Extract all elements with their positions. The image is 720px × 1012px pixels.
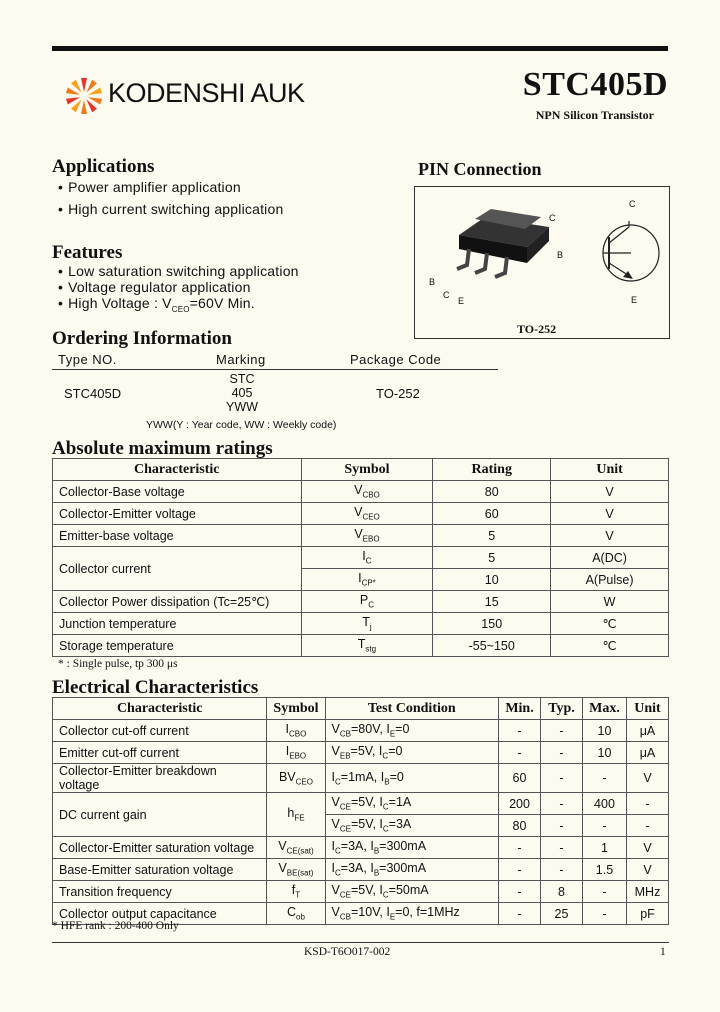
feature-item-high-voltage: • High Voltage : $V_{CEO}=60V$ Min. bbox=[58, 295, 255, 314]
cell-rating: 60 bbox=[433, 503, 551, 525]
cell-unit: A(Pulse) bbox=[551, 569, 669, 591]
cell-max: - bbox=[582, 764, 626, 793]
ordering-header-package: Package Code bbox=[350, 352, 442, 367]
cell-characteristic: Collector-Base voltage bbox=[53, 481, 302, 503]
cell-unit: - bbox=[626, 815, 668, 837]
ordering-marking: STC 405 YWW bbox=[226, 372, 258, 414]
ordering-divider bbox=[52, 369, 498, 370]
cell-test-condition: $V_{CE}=5V$, $I_C=1A$ bbox=[325, 793, 498, 815]
cell-max: 1.5 bbox=[582, 859, 626, 881]
table-row bbox=[53, 591, 669, 613]
cell-characteristic: Transition frequency bbox=[53, 881, 267, 903]
col-rating: Rating bbox=[433, 459, 551, 481]
cell-rating: -55~150 bbox=[433, 635, 551, 657]
table-row bbox=[53, 793, 669, 815]
col-typ: Typ. bbox=[541, 698, 583, 720]
cell-max: - bbox=[582, 903, 626, 925]
cell-unit: μA bbox=[626, 742, 668, 764]
ordering-type-no: STC405D bbox=[64, 386, 122, 401]
cell-unit: ℃ bbox=[551, 613, 669, 635]
cell-characteristic: Emitter-base voltage bbox=[53, 525, 302, 547]
cell-characteristic: Collector Power dissipation (Tc=25℃) bbox=[53, 591, 302, 613]
cell-characteristic: Collector-Emitter voltage bbox=[53, 503, 302, 525]
cell-min: 200 bbox=[499, 793, 541, 815]
pin-label-b-lead: B bbox=[429, 277, 436, 287]
cell-rating: 15 bbox=[433, 591, 551, 613]
kodenshi-logo-icon bbox=[64, 76, 104, 116]
cell-max: - bbox=[582, 881, 626, 903]
elec-note: * HFE rank : 200-400 Only bbox=[52, 920, 179, 932]
to252-package-icon bbox=[415, 187, 669, 338]
cell-test-condition: $I_C=1mA$, $I_B=0$ bbox=[325, 764, 498, 793]
table-row bbox=[53, 742, 669, 764]
cell-min: 60 bbox=[499, 764, 541, 793]
cell-test-condition: $V_{CB}=80V$, $I_E=0$ bbox=[325, 720, 498, 742]
ordering-note: YWW(Y : Year code, WW : Weekly code) bbox=[146, 419, 337, 431]
cell-typ: - bbox=[541, 859, 583, 881]
cell-typ: - bbox=[541, 764, 583, 793]
pin-connection-heading: PIN Connection bbox=[418, 159, 542, 179]
cell-typ: - bbox=[541, 837, 583, 859]
applications-heading: Applications bbox=[52, 156, 155, 177]
cell-symbol: $V_{CE(sat)}$ bbox=[267, 837, 325, 859]
cell-unit: V bbox=[551, 525, 669, 547]
cell-unit: V bbox=[626, 764, 668, 793]
cell-test-condition: $V_{CE}=5V$, $I_C=50mA$ bbox=[325, 881, 498, 903]
cell-symbol: $f_T$ bbox=[267, 881, 325, 903]
cell-typ: - bbox=[541, 815, 583, 837]
part-subtitle: NPN Silicon Transistor bbox=[535, 108, 654, 122]
cell-typ: - bbox=[541, 720, 583, 742]
elec-char-table bbox=[52, 697, 669, 925]
table-row bbox=[53, 525, 669, 547]
cell-rating: 10 bbox=[433, 569, 551, 591]
cell-symbol: $V_{BE(sat)}$ bbox=[267, 859, 325, 881]
cell-characteristic: Collector current bbox=[53, 547, 302, 591]
col-symbol: Symbol bbox=[301, 459, 433, 481]
cell-min: - bbox=[499, 837, 541, 859]
elec-header-row bbox=[53, 698, 669, 720]
col-unit: Unit bbox=[551, 459, 669, 481]
features-heading: Features bbox=[52, 242, 123, 263]
cell-typ: - bbox=[541, 742, 583, 764]
col-test-condition: Test Condition bbox=[325, 698, 498, 720]
cell-symbol: $V_{EBO}$ bbox=[301, 525, 433, 547]
footer-page-number: 1 bbox=[660, 946, 666, 958]
abs-max-note: * : Single pulse, tp 300 μs bbox=[58, 658, 178, 670]
col-max: Max. bbox=[582, 698, 626, 720]
table-row bbox=[53, 503, 669, 525]
cell-max: 1 bbox=[582, 837, 626, 859]
cell-unit: pF bbox=[626, 903, 668, 925]
pin-label-c-lead: C bbox=[443, 290, 450, 300]
cell-rating: 150 bbox=[433, 613, 551, 635]
table-row bbox=[53, 481, 669, 503]
cell-max: 10 bbox=[582, 742, 626, 764]
table-row bbox=[53, 859, 669, 881]
cell-max: 400 bbox=[582, 793, 626, 815]
cell-characteristic: DC current gain bbox=[53, 793, 267, 837]
footer-doc-number: KSD-T6O017-002 bbox=[304, 946, 391, 958]
cell-symbol: $I_{EBO}$ bbox=[267, 742, 325, 764]
footer-rule bbox=[52, 942, 669, 943]
table-row bbox=[53, 837, 669, 859]
cell-min: - bbox=[499, 742, 541, 764]
cell-unit: V bbox=[551, 503, 669, 525]
ordering-heading: Ordering Information bbox=[52, 328, 232, 349]
application-item: • Power amplifier application bbox=[58, 179, 241, 195]
feature-item: • Voltage regulator application bbox=[58, 279, 251, 295]
cell-symbol: $V_{CBO}$ bbox=[301, 481, 433, 503]
cell-characteristic: Base-Emitter saturation voltage bbox=[53, 859, 267, 881]
abs-max-header-row bbox=[53, 459, 669, 481]
cell-characteristic: Junction temperature bbox=[53, 613, 302, 635]
cell-characteristic: Emitter cut-off current bbox=[53, 742, 267, 764]
cell-test-condition: $V_{EB}=5V$, $I_C=0$ bbox=[325, 742, 498, 764]
cell-unit: V bbox=[551, 481, 669, 503]
cell-rating: 5 bbox=[433, 525, 551, 547]
cell-unit: ℃ bbox=[551, 635, 669, 657]
ordering-header-marking: Marking bbox=[216, 352, 266, 367]
cell-symbol: $I_{CP*}$ bbox=[301, 569, 433, 591]
pin-label-c-symbol: C bbox=[629, 199, 636, 209]
col-unit: Unit bbox=[626, 698, 668, 720]
cell-max: - bbox=[582, 815, 626, 837]
cell-characteristic: Collector output capacitance bbox=[53, 903, 267, 925]
cell-min: - bbox=[499, 881, 541, 903]
cell-characteristic: Storage temperature bbox=[53, 635, 302, 657]
cell-typ: - bbox=[541, 793, 583, 815]
package-label: TO-252 bbox=[517, 322, 557, 336]
table-row bbox=[53, 635, 669, 657]
cell-rating: 80 bbox=[433, 481, 551, 503]
cell-rating: 5 bbox=[433, 547, 551, 569]
cell-symbol: $BV_{CEO}$ bbox=[267, 764, 325, 793]
cell-min: - bbox=[499, 859, 541, 881]
cell-symbol: $T_j$ bbox=[301, 613, 433, 635]
ordering-package-code: TO-252 bbox=[376, 386, 420, 401]
col-characteristic: Characteristic bbox=[53, 459, 302, 481]
pin-label-e-lead: E bbox=[458, 296, 465, 306]
pin-connection-diagram bbox=[414, 186, 670, 339]
cell-typ: 25 bbox=[541, 903, 583, 925]
feature-item: • Low saturation switching application bbox=[58, 263, 299, 279]
cell-max: 10 bbox=[582, 720, 626, 742]
cell-characteristic: Collector cut-off current bbox=[53, 720, 267, 742]
table-row bbox=[53, 764, 669, 793]
cell-symbol: $P_C$ bbox=[301, 591, 433, 613]
cell-min: 80 bbox=[499, 815, 541, 837]
cell-unit: V bbox=[626, 837, 668, 859]
cell-unit: A(DC) bbox=[551, 547, 669, 569]
table-row bbox=[53, 720, 669, 742]
cell-characteristic: Collector-Emitter saturation voltage bbox=[53, 837, 267, 859]
cell-min: - bbox=[499, 903, 541, 925]
cell-unit: V bbox=[626, 859, 668, 881]
col-min: Min. bbox=[499, 698, 541, 720]
cell-test-condition: $V_{CB}=10V$, $I_E=0$, f=1MHz bbox=[325, 903, 498, 925]
pin-label-c: C bbox=[549, 213, 556, 223]
cell-typ: 8 bbox=[541, 881, 583, 903]
ordering-header-type: Type NO. bbox=[58, 352, 117, 367]
application-item: • High current switching application bbox=[58, 201, 283, 217]
elec-heading: Electrical Characteristics bbox=[52, 677, 259, 698]
cell-characteristic: Collector-Emitter breakdown voltage bbox=[53, 764, 267, 793]
table-row bbox=[53, 881, 669, 903]
cell-symbol: $V_{CEO}$ bbox=[301, 503, 433, 525]
cell-unit: W bbox=[551, 591, 669, 613]
cell-unit: μA bbox=[626, 720, 668, 742]
abs-max-table bbox=[52, 458, 669, 657]
cell-symbol: $I_{CBO}$ bbox=[267, 720, 325, 742]
cell-unit: MHz bbox=[626, 881, 668, 903]
table-row bbox=[53, 613, 669, 635]
cell-test-condition: $V_{CE}=5V$, $I_C=3A$ bbox=[325, 815, 498, 837]
cell-test-condition: $I_C=3A$, $I_B=300mA$ bbox=[325, 859, 498, 881]
pin-label-b: B bbox=[557, 250, 564, 260]
cell-unit: - bbox=[626, 793, 668, 815]
table-row bbox=[53, 547, 669, 569]
cell-test-condition: $I_C=3A$, $I_B=300mA$ bbox=[325, 837, 498, 859]
col-symbol: Symbol bbox=[267, 698, 325, 720]
abs-max-heading: Absolute maximum ratings bbox=[52, 438, 273, 459]
header-rule bbox=[52, 46, 668, 51]
cell-symbol: $h_{FE}$ bbox=[267, 793, 325, 837]
cell-min: - bbox=[499, 720, 541, 742]
col-characteristic: Characteristic bbox=[53, 698, 267, 720]
pin-label-e-symbol: E bbox=[631, 295, 638, 305]
cell-symbol: $C_{ob}$ bbox=[267, 903, 325, 925]
company-name: KODENSHI AUK bbox=[108, 78, 305, 108]
part-number-title: STC405D bbox=[522, 66, 668, 103]
cell-symbol: $T_{stg}$ bbox=[301, 635, 433, 657]
cell-symbol: $I_C$ bbox=[301, 547, 433, 569]
